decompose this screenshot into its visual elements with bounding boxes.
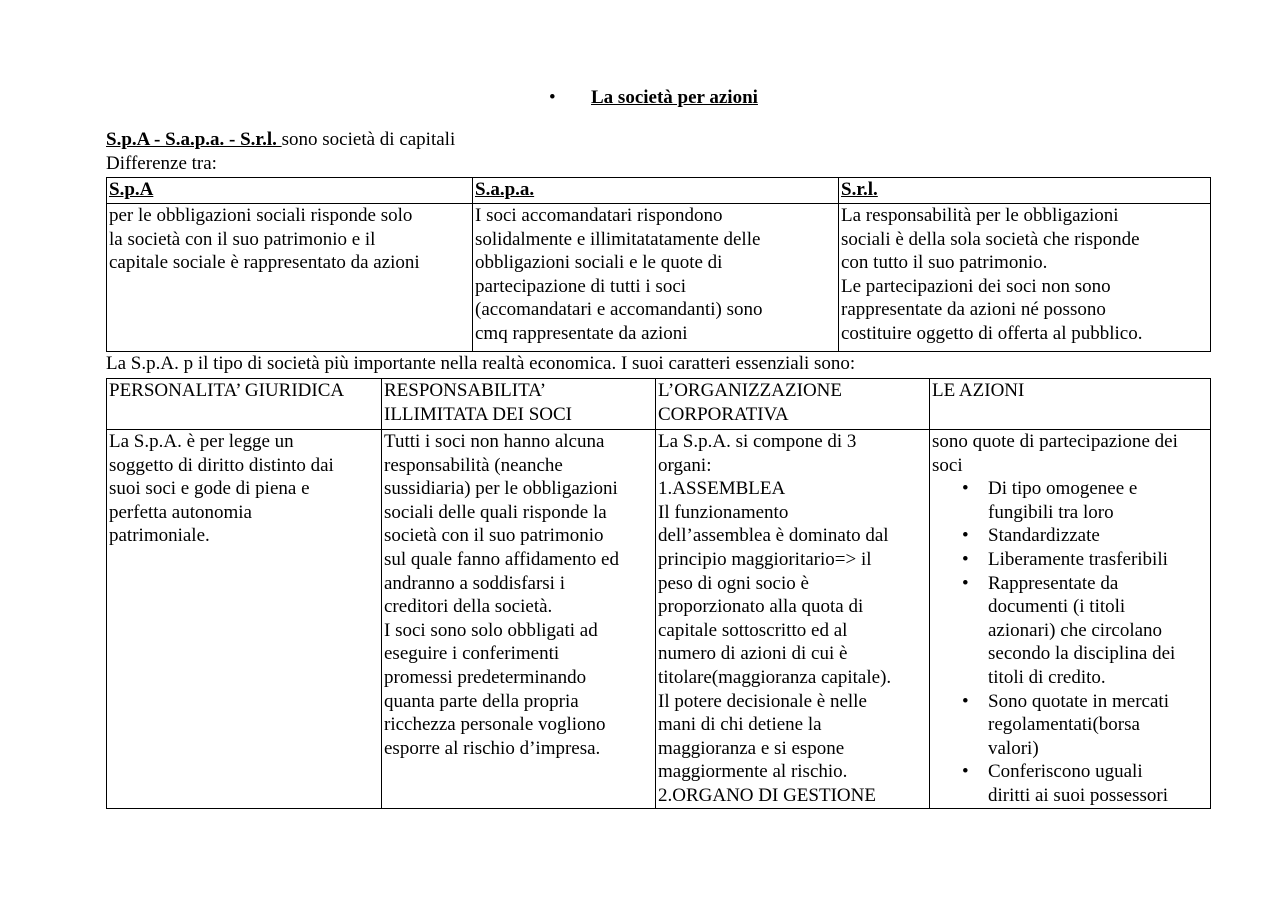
text-line: LE AZIONI	[932, 380, 1025, 401]
text-line: soci	[932, 454, 963, 476]
text-line: maggiormente al rischio.	[658, 761, 848, 783]
characteristics-table	[106, 378, 1211, 809]
text-line: maggioranza e si espone	[658, 737, 845, 759]
cell-responsabilita	[382, 430, 656, 809]
text-line: organi:	[658, 454, 712, 476]
text-line: sul quale fanno affidamento ed	[384, 548, 619, 570]
text-line: ricchezza personale vogliono	[384, 714, 606, 736]
text-line: creditori della società.	[384, 596, 553, 618]
bullet-item-continuation: documenti (i titoli	[988, 596, 1126, 618]
text-line: CORPORATIVA	[658, 403, 789, 425]
text-line: I soci accomandatari rispondono	[475, 205, 723, 226]
intro-text: sono società di capitali	[281, 129, 456, 150]
text-line: dell’assemblea è dominato dal	[658, 525, 889, 547]
text-line: La responsabilità per le obbligazioni	[841, 205, 1119, 226]
bullet-item: • Liberamente trasferibili	[932, 548, 1208, 572]
text-line: mani di chi detiene la	[658, 714, 822, 736]
company-types: S.p.A - S.a.p.a. - S.r.l.	[106, 129, 282, 150]
text-line: per le obbligazioni sociali risponde solo	[109, 205, 413, 226]
cell-sapa	[473, 204, 839, 352]
text-line: capitale sociale è rappresentato da azioni	[109, 252, 420, 274]
text-line: sussidiaria) per le obbligazioni	[384, 478, 618, 500]
text-line: costituire oggetto di offerta al pubblico.	[841, 322, 1143, 344]
header-sapa: S.a.p.a.	[473, 178, 839, 204]
text-line: proporzionato alla quota di	[658, 596, 864, 618]
text-line: sociali è della sola società che risponde	[841, 228, 1140, 250]
text-line: titolare(maggioranza capitale).	[658, 666, 892, 688]
cell-azioni	[930, 430, 1211, 809]
text-line: La S.p.A. è per legge un	[109, 431, 294, 452]
text-line: ILLIMITATA DEI SOCI	[384, 403, 572, 425]
text-line: numero di azioni di cui è	[658, 643, 848, 665]
text-line: peso di ogni socio è	[658, 572, 809, 594]
header-srl: S.r.l.	[839, 178, 1211, 204]
header-responsabilita	[382, 379, 656, 430]
text-line: PERSONALITA’ GIURIDICA	[109, 380, 345, 401]
cell-personalita	[107, 430, 382, 809]
text-line: Il funzionamento	[658, 501, 789, 523]
intro-line	[106, 128, 455, 152]
header-personalita	[107, 379, 382, 430]
bullet-item-continuation: titoli di credito.	[988, 666, 1106, 688]
text-line: RESPONSABILITA’	[384, 380, 547, 401]
text-line: soggetto di diritto distinto dai	[109, 454, 334, 476]
header-azioni	[930, 379, 1211, 430]
bullet-item-continuation: azionari) che circolano	[988, 619, 1163, 641]
text-line: società con il suo patrimonio	[384, 525, 604, 547]
text-line: sono quote di partecipazione dei	[932, 431, 1178, 452]
text-line: la società con il suo patrimonio e il	[109, 228, 376, 250]
text-line: 1.ASSEMBLEA	[658, 478, 786, 500]
text-line: cmq rappresentate da azioni	[475, 322, 688, 344]
bullet-item: • Rappresentate da	[932, 572, 1208, 596]
bullet-item-continuation: fungibili tra loro	[988, 501, 1114, 523]
text-line: capitale sottoscritto ed al	[658, 619, 848, 641]
characteristics-intro: La S.p.A. p il tipo di società più importante nella realtà economica. I suoi caratteri essenziali sono:	[106, 353, 856, 374]
text-line: 2.ORGANO DI GESTIONE	[658, 784, 876, 806]
text-line: L’ORGANIZZAZIONE	[658, 380, 842, 401]
cell-srl	[839, 204, 1211, 352]
bullet-item: • Sono quotate in mercati	[932, 690, 1208, 714]
title-bullet: •	[549, 87, 556, 108]
text-line: obbligazioni sociali e le quote di	[475, 252, 723, 274]
text-line: sociali delle quali risponde la	[384, 501, 607, 523]
cell-organizzazione	[656, 430, 930, 809]
text-line: quanta parte della propria	[384, 690, 579, 712]
text-line: Tutti i soci non hanno alcuna	[384, 431, 605, 452]
text-line: La S.p.A. si compone di 3	[658, 431, 857, 452]
text-line: solidalmente e illimitatatamente delle	[475, 228, 761, 250]
azioni-list	[932, 477, 1208, 807]
text-line: Le partecipazioni dei soci non sono	[841, 275, 1111, 297]
text-line: (accomandatari e accomandanti) sono	[475, 299, 763, 321]
text-line: con tutto il suo patrimonio.	[841, 252, 1048, 274]
header-organizzazione	[656, 379, 930, 430]
bullet-item: • Di tipo omogenee e	[932, 477, 1208, 501]
text-line: eseguire i conferimenti	[384, 643, 560, 665]
text-line: promessi predeterminando	[384, 666, 587, 688]
bullet-item: • Conferiscono uguali	[932, 760, 1208, 784]
azioni-intro	[932, 430, 1208, 477]
text-line: suoi soci e gode di piena e	[109, 478, 310, 500]
text-line: perfetta autonomia	[109, 501, 252, 523]
page-title: La società per azioni	[591, 87, 758, 108]
bullet-item: • Standardizzate	[932, 524, 1208, 548]
bullet-item-continuation: regolamentati(borsa	[988, 714, 1140, 736]
text-line: principio maggioritario=> il	[658, 548, 872, 570]
comparison-table	[106, 177, 1211, 352]
text-line: andranno a soddisfarsi i	[384, 572, 565, 594]
bullet-item-continuation: diritti ai suoi possessori	[988, 784, 1168, 806]
text-line: esporre al rischio d’impresa.	[384, 737, 601, 759]
text-line: I soci sono solo obbligati ad	[384, 619, 598, 641]
cell-spa	[107, 204, 473, 352]
text-line: partecipazione di tutti i soci	[475, 275, 687, 297]
bullet-item-continuation: valori)	[988, 737, 1039, 759]
text-line: rappresentate da azioni né possono	[841, 299, 1106, 321]
text-line: patrimoniale.	[109, 525, 210, 547]
bullet-item-continuation: secondo la disciplina dei	[988, 643, 1176, 665]
text-line: Il potere decisionale è nelle	[658, 690, 867, 712]
text-line: responsabilità (neanche	[384, 454, 563, 476]
header-spa: S.p.A	[107, 178, 473, 204]
differences-label: Differenze tra:	[106, 153, 217, 174]
